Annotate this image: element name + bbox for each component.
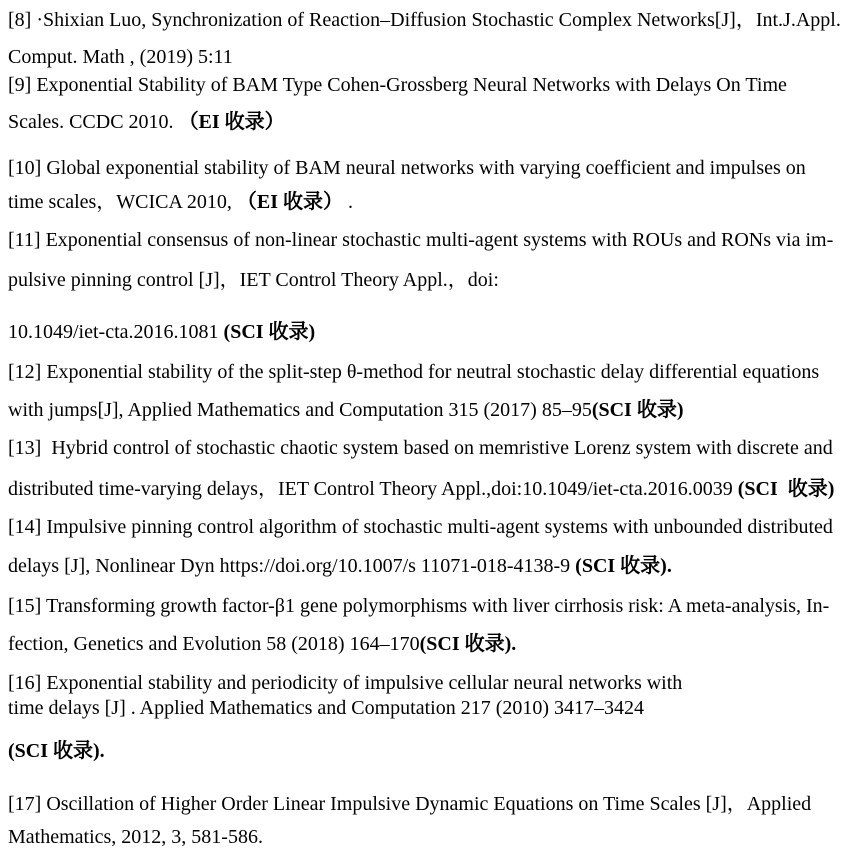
reference-text: [12] Exponential stability of the split-step θ-method for neutral stochastic delay differential equations xyxy=(8,361,820,383)
reference-line xyxy=(8,476,834,502)
reference-line xyxy=(8,791,811,817)
reference-line xyxy=(8,695,644,721)
reference-line xyxy=(8,7,841,33)
reference-text: [8] ·Shixian Luo, Synchronization of Reaction–Diffusion Stochastic Complex Networks[J]，Int.J.Appl. xyxy=(8,9,841,31)
index-status-annotation: (SCI 收录). xyxy=(419,633,517,655)
reference-text: delays [J], Nonlinear Dyn https://doi.org/10.1007/s 11071-018-4138-9 xyxy=(8,555,576,577)
index-status-annotation: (SCI 收录) xyxy=(591,399,684,421)
reference-line xyxy=(8,44,233,70)
reference-text: [9] Exponential Stability of BAM Type Cohen-Grossberg Neural Networks with Delays On Time xyxy=(8,74,787,96)
reference-line xyxy=(8,631,516,657)
reference-text: [14] Impulsive pinning control algorithm of stochastic multi-agent systems with unbounded distributed xyxy=(8,516,833,538)
index-status-annotation: (SCI 收录) xyxy=(737,478,835,500)
reference-line xyxy=(8,72,787,98)
reference-text: [17] Oscillation of Higher Order Linear Impulsive Dynamic Equations on Time Scales [J]，Applied xyxy=(8,793,812,815)
reference-text: [11] Exponential consensus of non-linear stochastic multi-agent systems with ROUs and RONs via im- xyxy=(8,229,834,251)
reference-text: . xyxy=(342,191,353,213)
reference-line xyxy=(8,593,829,619)
reference-text: distributed time-varying delays，IET Control Theory Appl.,doi:10.1049/iet-cta.2016.0039 xyxy=(8,478,738,500)
reference-line xyxy=(8,824,263,850)
reference-text: [13] Hybrid control of stochastic chaotic system based on memristive Lorenz system with discrete and xyxy=(8,437,833,459)
index-status-annotation: (SCI 收录) xyxy=(223,321,316,343)
reference-line xyxy=(8,359,819,385)
reference-text: Comput. Math , (2019) 5:11 xyxy=(8,46,233,68)
reference-line xyxy=(8,319,315,345)
reference-text: [16] Exponential stability and periodicity of impulsive cellular neural networks with xyxy=(8,672,683,694)
reference-text: time scales，WCICA 2010, xyxy=(8,191,237,213)
index-status-annotation: （EI 收录） xyxy=(236,191,343,213)
index-status-annotation: (SCI 收录). xyxy=(8,740,105,762)
reference-text: [15] Transforming growth factor-β1 gene polymorphisms with liver cirrhosis risk: A meta-analysis, In- xyxy=(8,595,830,617)
reference-text: Mathematics, 2012, 3, 581-586. xyxy=(8,826,263,848)
reference-line xyxy=(8,397,684,423)
reference-line xyxy=(8,109,285,135)
reference-line xyxy=(8,670,682,696)
reference-line xyxy=(8,155,806,181)
reference-text: time delays [J] . Applied Mathematics and Computation 217 (2010) 3417–3424 xyxy=(8,697,645,719)
reference-line xyxy=(8,514,833,540)
reference-text: Scales. CCDC 2010. xyxy=(8,111,179,133)
reference-text: with jumps[J], Applied Mathematics and Computation 315 (2017) 85–95 xyxy=(8,399,592,421)
reference-text: fection, Genetics and Evolution 58 (2018) 164–170 xyxy=(8,633,420,655)
index-status-annotation: (SCI 收录). xyxy=(575,555,672,577)
reference-line xyxy=(8,227,833,253)
reference-text: [10] Global exponential stability of BAM neural networks with varying coefficient and impulses on xyxy=(8,157,806,179)
reference-text: pulsive pinning control [J]，IET Control Theory Appl.，doi: xyxy=(8,269,499,291)
reference-line xyxy=(8,189,353,215)
reference-line xyxy=(8,435,833,461)
reference-line xyxy=(8,267,499,293)
reference-text: 10.1049/iet-cta.2016.1081 xyxy=(8,321,224,343)
index-status-annotation: （EI 收录） xyxy=(178,111,285,133)
reference-line xyxy=(8,553,672,579)
reference-line xyxy=(8,738,105,764)
